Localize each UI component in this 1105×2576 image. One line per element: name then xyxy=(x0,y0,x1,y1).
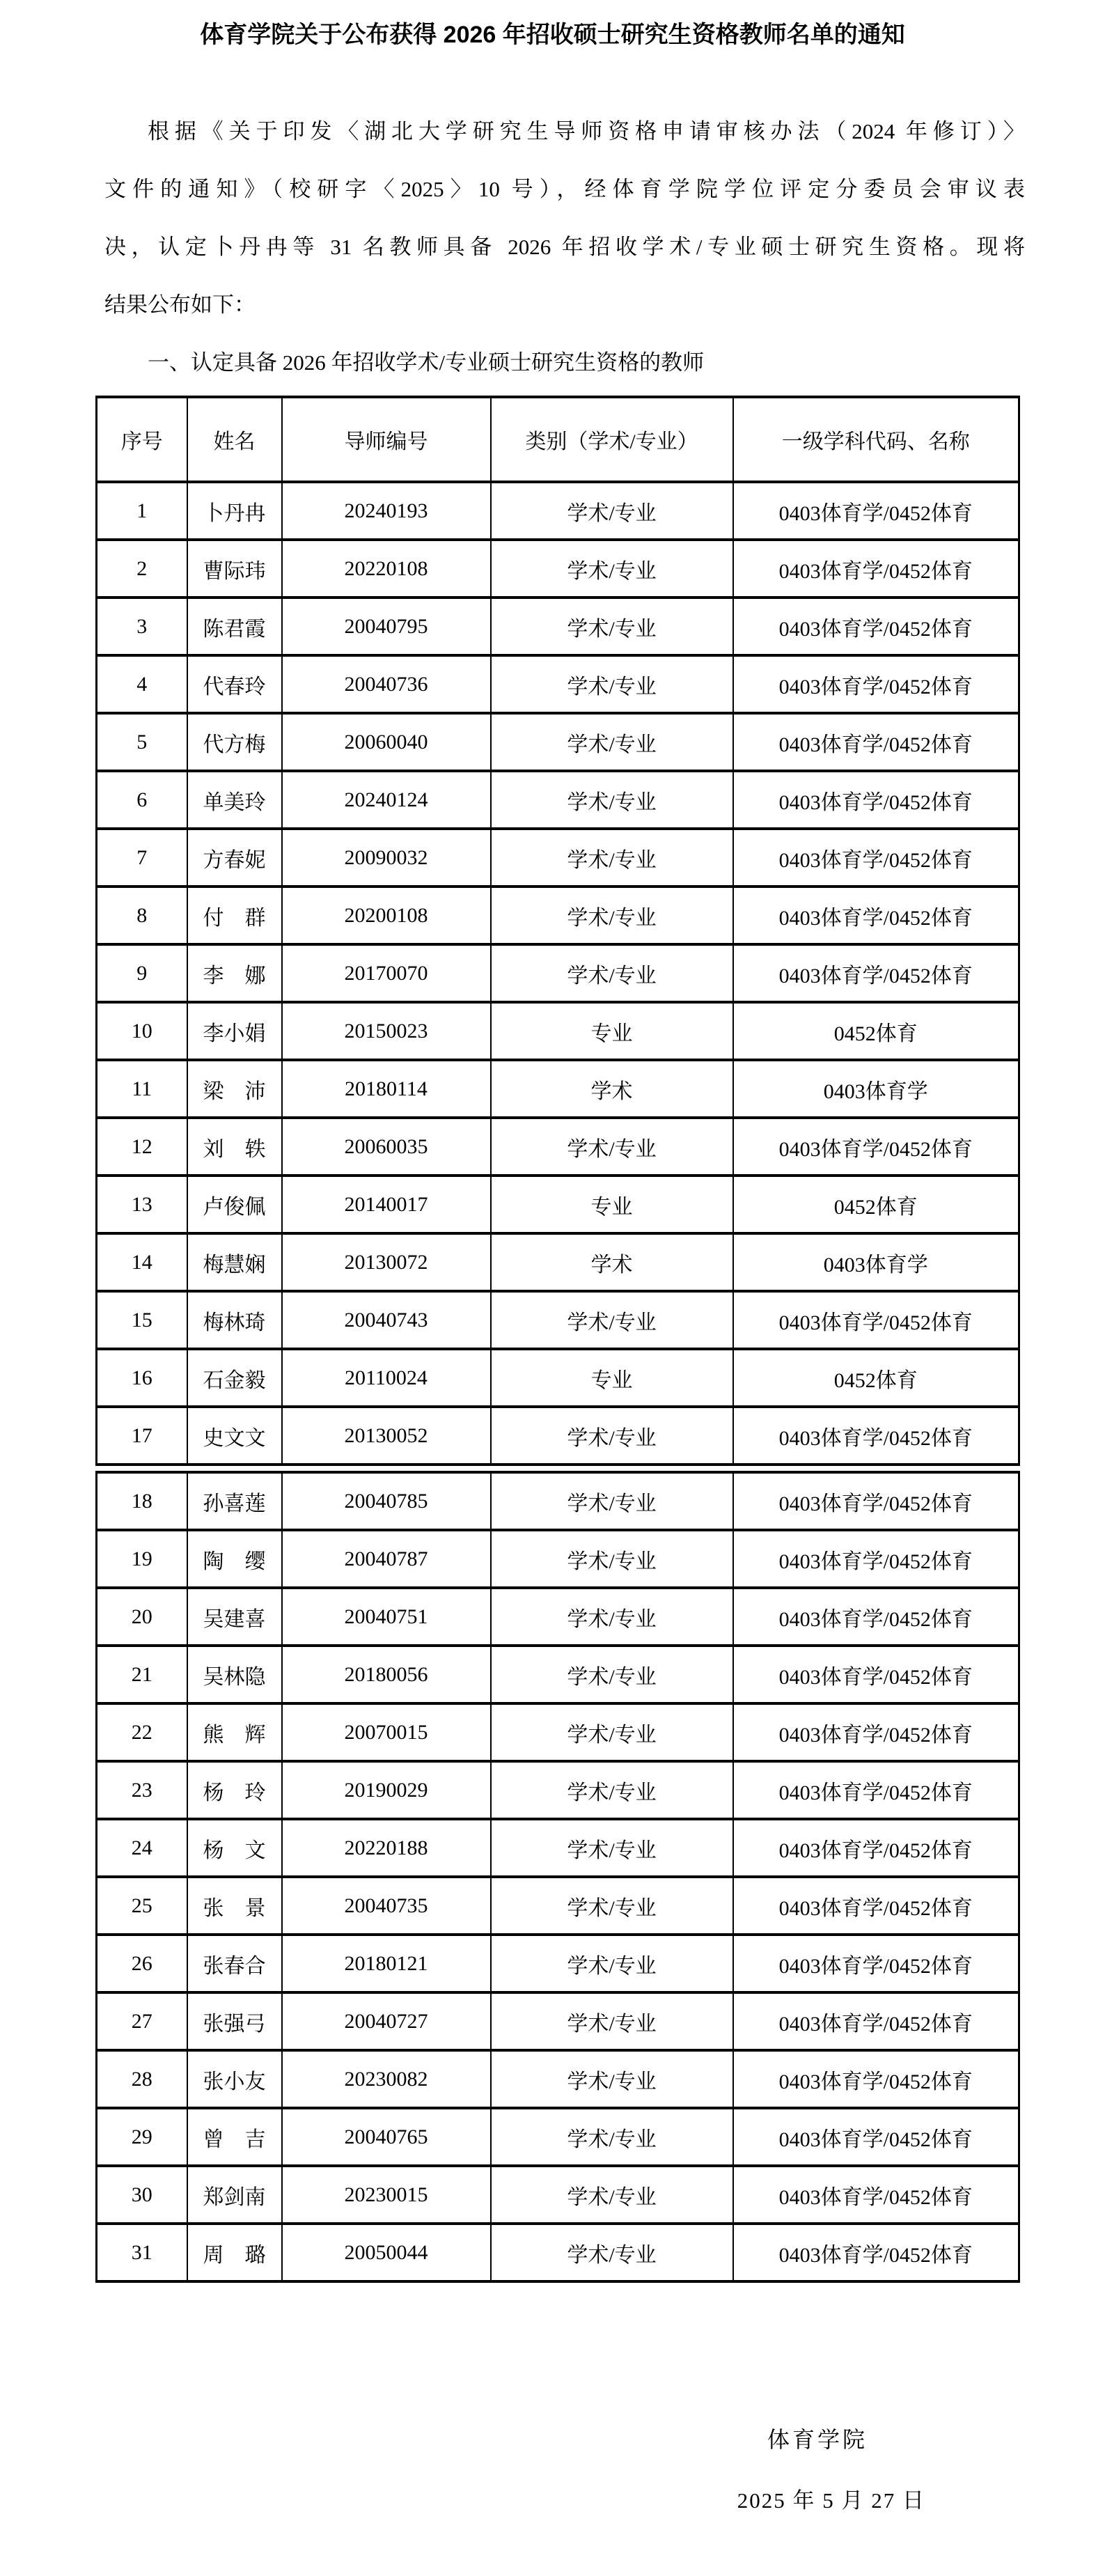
table-row xyxy=(97,1349,1019,1407)
cell-no: 5 xyxy=(97,713,187,771)
cell-tutor-id: 20060040 xyxy=(282,713,491,771)
cell-tutor-id: 20180056 xyxy=(282,1646,491,1703)
cell-no: 28 xyxy=(97,2050,187,2108)
table-row xyxy=(97,1703,1019,1761)
column-header-discipline: 一级学科代码、名称 xyxy=(733,397,1019,482)
cell-discipline: 0403体育学/0452体育 xyxy=(733,1935,1019,1992)
cell-name: 张 景 xyxy=(187,1877,282,1935)
cell-name: 曾 吉 xyxy=(187,2108,282,2166)
cell-tutor-id: 20220188 xyxy=(282,1819,491,1877)
cell-category: 学术/专业 xyxy=(491,1588,733,1646)
cell-tutor-id: 20140017 xyxy=(282,1176,491,1233)
cell-category: 学术/专业 xyxy=(491,944,733,1002)
table-row xyxy=(97,1588,1019,1646)
table-row xyxy=(97,1118,1019,1176)
cell-discipline: 0403体育学/0452体育 xyxy=(733,482,1019,540)
cell-category: 学术/专业 xyxy=(491,829,733,887)
column-header-serial: 序号 xyxy=(97,397,187,482)
cell-discipline: 0403体育学/0452体育 xyxy=(733,1819,1019,1877)
table-row xyxy=(97,713,1019,771)
cell-no: 17 xyxy=(97,1407,187,1465)
cell-category: 专业 xyxy=(491,1176,733,1233)
cell-no: 29 xyxy=(97,2108,187,2166)
cell-discipline: 0403体育学/0452体育 xyxy=(733,944,1019,1002)
cell-tutor-id: 20130052 xyxy=(282,1407,491,1465)
cell-no: 13 xyxy=(97,1176,187,1233)
cell-name: 郑剑南 xyxy=(187,2166,282,2224)
cell-name: 李 娜 xyxy=(187,944,282,1002)
cell-category: 学术/专业 xyxy=(491,540,733,598)
cell-tutor-id: 20040727 xyxy=(282,1992,491,2050)
body-line-2: 文件的通知》（校研字〈2025〉10 号），经体育学院学位评定分委员会审议表 xyxy=(104,177,1025,201)
cell-tutor-id: 20040787 xyxy=(282,1530,491,1588)
table-row xyxy=(97,2224,1019,2281)
cell-discipline: 0403体育学 xyxy=(733,1233,1019,1291)
cell-category: 学术/专业 xyxy=(491,1992,733,2050)
cell-discipline: 0403体育学/0452体育 xyxy=(733,829,1019,887)
cell-tutor-id: 20130072 xyxy=(282,1233,491,1291)
table-row xyxy=(97,598,1019,655)
column-header-name: 姓名 xyxy=(187,397,282,482)
table-row xyxy=(97,1291,1019,1349)
cell-discipline: 0403体育学/0452体育 xyxy=(733,2108,1019,2166)
cell-no: 19 xyxy=(97,1530,187,1588)
cell-tutor-id: 20040795 xyxy=(282,598,491,655)
table-row xyxy=(97,1407,1019,1465)
cell-name: 代方梅 xyxy=(187,713,282,771)
table-row xyxy=(97,1992,1019,2050)
cell-category: 专业 xyxy=(491,1349,733,1407)
cell-no: 21 xyxy=(97,1646,187,1703)
cell-tutor-id: 20060035 xyxy=(282,1118,491,1176)
cell-category: 学术/专业 xyxy=(491,1761,733,1819)
cell-name: 张强弓 xyxy=(187,1992,282,2050)
cell-category: 学术/专业 xyxy=(491,713,733,771)
cell-discipline: 0403体育学/0452体育 xyxy=(733,1703,1019,1761)
cell-name: 陈君霞 xyxy=(187,598,282,655)
cell-name: 张春合 xyxy=(187,1935,282,1992)
cell-name: 代春玲 xyxy=(187,655,282,713)
date: 2025 年 5 月 27 日 xyxy=(737,2488,925,2513)
table-row xyxy=(97,482,1019,540)
body-paragraph xyxy=(104,102,1025,334)
table-row xyxy=(97,1819,1019,1877)
cell-tutor-id: 20070015 xyxy=(282,1703,491,1761)
cell-tutor-id: 20040743 xyxy=(282,1291,491,1349)
cell-discipline: 0403体育学/0452体育 xyxy=(733,1118,1019,1176)
cell-name: 周 璐 xyxy=(187,2224,282,2281)
cell-no: 10 xyxy=(97,1002,187,1060)
cell-no: 26 xyxy=(97,1935,187,1992)
cell-no: 7 xyxy=(97,829,187,887)
cell-no: 31 xyxy=(97,2224,187,2281)
cell-category: 学术/专业 xyxy=(491,482,733,540)
cell-discipline: 0403体育学/0452体育 xyxy=(733,2050,1019,2108)
cell-no: 9 xyxy=(97,944,187,1002)
cell-discipline: 0403体育学/0452体育 xyxy=(733,713,1019,771)
cell-category: 学术/专业 xyxy=(491,1819,733,1877)
cell-name: 杨 玲 xyxy=(187,1761,282,1819)
table-row xyxy=(97,1472,1019,1530)
section-heading: 一、认定具备 2026 年招收学术/专业硕士研究生资格的教师 xyxy=(148,350,705,375)
cell-category: 学术/专业 xyxy=(491,1472,733,1530)
cell-no: 12 xyxy=(97,1118,187,1176)
cell-category: 学术/专业 xyxy=(491,2108,733,2166)
cell-name: 史文文 xyxy=(187,1407,282,1465)
cell-tutor-id: 20040736 xyxy=(282,655,491,713)
cell-discipline: 0403体育学/0452体育 xyxy=(733,1407,1019,1465)
cell-discipline: 0403体育学/0452体育 xyxy=(733,771,1019,829)
cell-category: 学术/专业 xyxy=(491,655,733,713)
table-row xyxy=(97,1060,1019,1118)
table-row xyxy=(97,829,1019,887)
table-row xyxy=(97,540,1019,598)
cell-name: 方春妮 xyxy=(187,829,282,887)
cell-category: 学术 xyxy=(491,1233,733,1291)
cell-tutor-id: 20040751 xyxy=(282,1588,491,1646)
cell-name: 熊 辉 xyxy=(187,1703,282,1761)
cell-no: 4 xyxy=(97,655,187,713)
table-row xyxy=(97,1002,1019,1060)
table-row xyxy=(97,1761,1019,1819)
cell-no: 6 xyxy=(97,771,187,829)
cell-name: 孙喜莲 xyxy=(187,1472,282,1530)
cell-no: 27 xyxy=(97,1992,187,2050)
cell-tutor-id: 20190029 xyxy=(282,1761,491,1819)
cell-tutor-id: 20040785 xyxy=(282,1472,491,1530)
cell-discipline: 0403体育学/0452体育 xyxy=(733,1472,1019,1530)
cell-no: 24 xyxy=(97,1819,187,1877)
cell-tutor-id: 20150023 xyxy=(282,1002,491,1060)
cell-discipline: 0403体育学/0452体育 xyxy=(733,540,1019,598)
cell-name: 梁 沛 xyxy=(187,1060,282,1118)
column-header-category: 类别（学术/专业） xyxy=(491,397,733,482)
cell-name: 付 群 xyxy=(187,887,282,944)
cell-name: 吴林隐 xyxy=(187,1646,282,1703)
cell-category: 学术/专业 xyxy=(491,1646,733,1703)
cell-category: 学术/专业 xyxy=(491,598,733,655)
cell-discipline: 0403体育学/0452体育 xyxy=(733,1530,1019,1588)
cell-category: 学术/专业 xyxy=(491,2166,733,2224)
cell-name: 张小友 xyxy=(187,2050,282,2108)
cell-category: 学术/专业 xyxy=(491,1407,733,1465)
cell-name: 单美玲 xyxy=(187,771,282,829)
body-line-4: 结果公布如下： xyxy=(104,292,256,317)
cell-discipline: 0403体育学/0452体育 xyxy=(733,1646,1019,1703)
cell-discipline: 0403体育学/0452体育 xyxy=(733,2166,1019,2224)
table-row xyxy=(97,1176,1019,1233)
document-title: 体育学院关于公布获得 2026 年招收硕士研究生资格教师名单的通知 xyxy=(200,22,905,48)
cell-no: 2 xyxy=(97,540,187,598)
table-row xyxy=(97,1233,1019,1291)
qualified-teachers-table xyxy=(95,396,1020,1466)
table-row xyxy=(97,2166,1019,2224)
cell-tutor-id: 20180121 xyxy=(282,1935,491,1992)
cell-discipline: 0403体育学/0452体育 xyxy=(733,1877,1019,1935)
table-row xyxy=(97,655,1019,713)
cell-category: 学术/专业 xyxy=(491,1291,733,1349)
cell-discipline: 0403体育学/0452体育 xyxy=(733,598,1019,655)
cell-no: 22 xyxy=(97,1703,187,1761)
cell-no: 20 xyxy=(97,1588,187,1646)
cell-category: 学术/专业 xyxy=(491,2050,733,2108)
cell-name: 杨 文 xyxy=(187,1819,282,1877)
cell-no: 8 xyxy=(97,887,187,944)
cell-category: 学术/专业 xyxy=(491,771,733,829)
cell-tutor-id: 20200108 xyxy=(282,887,491,944)
cell-discipline: 0403体育学/0452体育 xyxy=(733,887,1019,944)
cell-category: 学术/专业 xyxy=(491,2224,733,2281)
body-line-1: 根据《关于印发〈湖北大学研究生导师资格申请审核办法（2024 年修订）〉 xyxy=(148,119,1025,143)
table-row xyxy=(97,771,1019,829)
table-row xyxy=(97,1935,1019,1992)
cell-tutor-id: 20230082 xyxy=(282,2050,491,2108)
cell-discipline: 0452体育 xyxy=(733,1176,1019,1233)
cell-tutor-id: 20040735 xyxy=(282,1877,491,1935)
cell-tutor-id: 20050044 xyxy=(282,2224,491,2281)
cell-discipline: 0403体育学/0452体育 xyxy=(733,1588,1019,1646)
cell-tutor-id: 20240193 xyxy=(282,482,491,540)
table-row xyxy=(97,2050,1019,2108)
table-row xyxy=(97,887,1019,944)
cell-name: 吴建喜 xyxy=(187,1588,282,1646)
cell-name: 梅林琦 xyxy=(187,1291,282,1349)
cell-category: 学术 xyxy=(491,1060,733,1118)
cell-discipline: 0452体育 xyxy=(733,1002,1019,1060)
cell-no: 30 xyxy=(97,2166,187,2224)
cell-category: 学术/专业 xyxy=(491,887,733,944)
cell-no: 15 xyxy=(97,1291,187,1349)
cell-name: 李小娟 xyxy=(187,1002,282,1060)
cell-tutor-id: 20170070 xyxy=(282,944,491,1002)
cell-no: 3 xyxy=(97,598,187,655)
cell-discipline: 0452体育 xyxy=(733,1349,1019,1407)
cell-name: 卜丹冉 xyxy=(187,482,282,540)
cell-name: 刘 轶 xyxy=(187,1118,282,1176)
cell-category: 学术/专业 xyxy=(491,1877,733,1935)
cell-category: 学术/专业 xyxy=(491,1118,733,1176)
column-header-tutor-id: 导师编号 xyxy=(282,397,491,482)
cell-name: 石金毅 xyxy=(187,1349,282,1407)
cell-category: 学术/专业 xyxy=(491,1703,733,1761)
table-row xyxy=(97,1530,1019,1588)
table-row xyxy=(97,1646,1019,1703)
cell-tutor-id: 20180114 xyxy=(282,1060,491,1118)
cell-name: 陶 缨 xyxy=(187,1530,282,1588)
cell-discipline: 0403体育学/0452体育 xyxy=(733,1992,1019,2050)
cell-no: 11 xyxy=(97,1060,187,1118)
table-header-row xyxy=(97,397,1019,482)
cell-discipline: 0403体育学 xyxy=(733,1060,1019,1118)
cell-tutor-id: 20090032 xyxy=(282,829,491,887)
cell-discipline: 0403体育学/0452体育 xyxy=(733,1761,1019,1819)
cell-tutor-id: 20040765 xyxy=(282,2108,491,2166)
cell-name: 曹际玮 xyxy=(187,540,282,598)
qualified-teachers-table-continued xyxy=(95,1471,1020,2283)
table-row xyxy=(97,2108,1019,2166)
signature: 体育学院 xyxy=(767,2427,868,2452)
cell-no: 25 xyxy=(97,1877,187,1935)
cell-category: 学术/专业 xyxy=(491,1935,733,1992)
cell-tutor-id: 20240124 xyxy=(282,771,491,829)
cell-no: 18 xyxy=(97,1472,187,1530)
body-line-3: 决，认定卜丹冉等 31 名教师具备 2026 年招收学术/专业硕士研究生资格。现将 xyxy=(104,235,1025,259)
cell-tutor-id: 20220108 xyxy=(282,540,491,598)
table-row xyxy=(97,944,1019,1002)
cell-discipline: 0403体育学/0452体育 xyxy=(733,655,1019,713)
cell-name: 梅慧娴 xyxy=(187,1233,282,1291)
cell-discipline: 0403体育学/0452体育 xyxy=(733,1291,1019,1349)
cell-name: 卢俊佩 xyxy=(187,1176,282,1233)
cell-tutor-id: 20110024 xyxy=(282,1349,491,1407)
cell-category: 专业 xyxy=(491,1002,733,1060)
table-row xyxy=(97,1877,1019,1935)
cell-no: 1 xyxy=(97,482,187,540)
cell-no: 16 xyxy=(97,1349,187,1407)
cell-no: 14 xyxy=(97,1233,187,1291)
cell-discipline: 0403体育学/0452体育 xyxy=(733,2224,1019,2281)
cell-no: 23 xyxy=(97,1761,187,1819)
cell-tutor-id: 20230015 xyxy=(282,2166,491,2224)
cell-category: 学术/专业 xyxy=(491,1530,733,1588)
